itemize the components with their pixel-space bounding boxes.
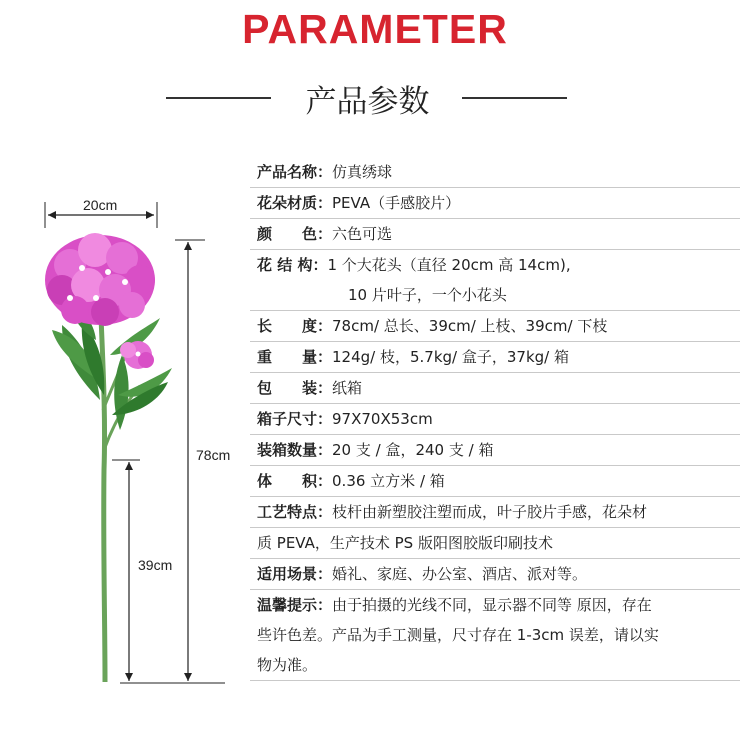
spec-value: 婚礼、家庭、办公室、酒店、派对等。 (332, 565, 588, 583)
spec-key: 工艺特点： (257, 503, 333, 521)
spec-value: 78cm/ 总长、39cm/ 上枝、39cm/ 下枝 (332, 317, 608, 335)
spec-value: 20 支 / 盒，240 支 / 箱 (332, 441, 494, 459)
spec-key: 长 度： (257, 317, 333, 335)
spec-table (250, 157, 740, 681)
spec-value: 六色可选 (332, 225, 393, 243)
spec-row-box-size (250, 404, 740, 435)
product-figure (0, 150, 250, 710)
spec-key: 箱子尺寸： (257, 410, 333, 428)
spec-row-notice (250, 590, 740, 681)
spec-key: 产品名称： (257, 163, 333, 181)
spec-row-length (250, 311, 740, 342)
spec-key: 花朵材质： (257, 194, 333, 212)
page-title: PARAMETER (242, 6, 508, 52)
flower-head (45, 233, 155, 326)
lower-length-label: 39cm (138, 557, 173, 573)
spec-row-packaging (250, 373, 740, 404)
spec-value: 124g/ 枝，5.7kg/ 盒子，37kg/ 箱 (332, 348, 569, 366)
spec-row-material (250, 188, 740, 219)
spec-row-quantity (250, 435, 740, 466)
spec-key: 适用场景： (257, 565, 333, 583)
spec-key: 体 积： (257, 472, 333, 490)
spec-row-craft (250, 497, 740, 559)
spec-row-color (250, 219, 740, 250)
spec-key: 颜 色： (257, 225, 333, 243)
spec-value-continued: 质 PEVA，生产技术 PS 版阳图胶版印刷技术 (250, 527, 740, 558)
spec-value: PEVA（手感胶片） (332, 194, 461, 212)
page-subtitle: 产品参数 (305, 84, 430, 120)
spec-value: 0.36 立方米 / 箱 (332, 472, 445, 490)
spec-value-continued: 10 片叶子，一个小花头 (348, 286, 507, 304)
spec-value: 97X70X53cm (332, 410, 433, 428)
stem (100, 290, 105, 682)
spec-row-scenes (250, 559, 740, 590)
spec-key: 花 结 构： (257, 256, 328, 274)
spec-value: 1 个大花头（直径 20cm 高 14cm), (327, 256, 571, 274)
spec-value: 枝杆由新塑胶注塑而成，叶子胶片手感，花朵材 (332, 503, 648, 521)
spec-value-continued: 些许色差。产品为手工测量，尺寸存在 1-3cm 误差，请以实 (257, 626, 659, 644)
product-illustration (0, 150, 250, 710)
spec-value-continued: 物为准。 (257, 656, 318, 674)
spec-row-volume (250, 466, 740, 497)
height-label: 78cm (196, 447, 231, 463)
spec-row-structure (250, 250, 740, 311)
spec-key: 重 量： (257, 348, 333, 366)
divider-left (166, 97, 271, 99)
spec-value: 由于拍摄的光线不同，显示器不同等 原因，存在 (332, 596, 652, 614)
spec-key: 包 装： (257, 379, 333, 397)
width-label: 20cm (83, 197, 118, 213)
subtitle-row (0, 74, 750, 118)
spec-key: 装箱数量： (257, 441, 333, 459)
spec-row-name (250, 157, 740, 188)
spec-value: 仿真绣球 (332, 163, 393, 181)
spec-value: 纸箱 (332, 379, 363, 397)
spec-key: 温馨提示： (257, 596, 333, 614)
divider-right (462, 97, 567, 99)
spec-row-weight (250, 342, 740, 373)
